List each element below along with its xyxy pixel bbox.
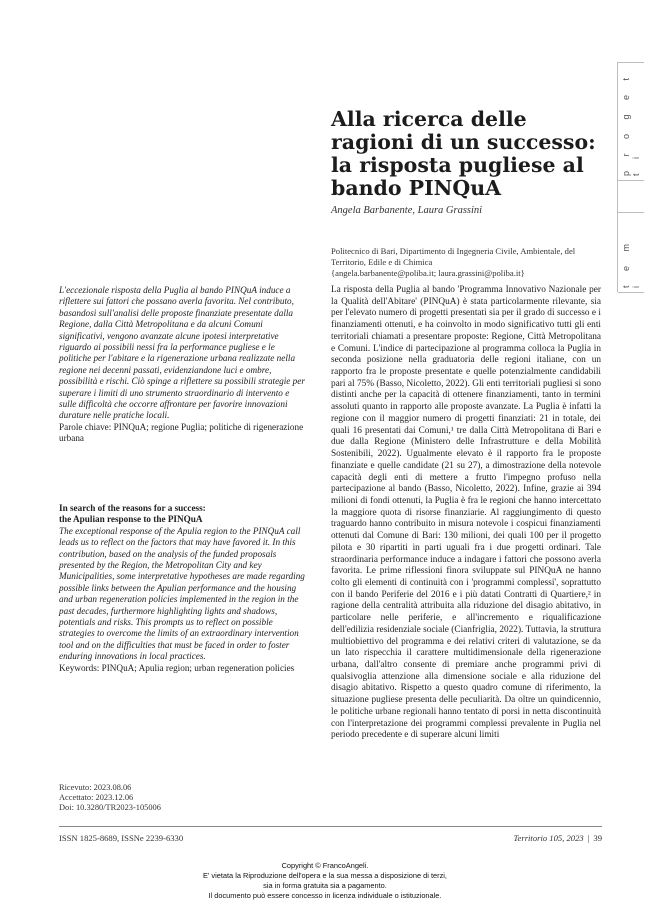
keywords-italian bbox=[59, 422, 308, 445]
abstract-english bbox=[59, 503, 308, 674]
journal-name: Territorio 105, 2023 bbox=[513, 833, 584, 843]
article-title: Alla ricerca delle ragioni di un successo: la risposta pugliese al bando PINQuA bbox=[331, 107, 596, 200]
keywords-english-label: Keywords: bbox=[59, 662, 100, 673]
footer-separator: | bbox=[587, 833, 590, 843]
copyright-line-3: sia in forma gratuita sia a pagamento. bbox=[263, 881, 387, 890]
publication-dates bbox=[59, 783, 161, 812]
section-tab bbox=[617, 62, 644, 292]
copyright-line-1: Copyright © FrancoAngeli. bbox=[281, 861, 369, 870]
keywords-italian-label: Parole chiave: bbox=[59, 421, 112, 432]
author-affiliation bbox=[331, 246, 601, 279]
keywords-english-values: PINQuA; Apulia region; urban regeneration policies bbox=[101, 662, 295, 673]
body-paragraph: La risposta della Puglia al bando 'Programma Innovativo Nazionale per la Qualità dell'Abitare' (PINQuA) è stata particolarmente rilevante, sia per l'elevato numero di progetti presentati sia per il grado di successo e i finanziamenti ottenuti, e ha coinvolto in modo significativo tutti gli enti territoriali chiamati a presentare proposte: Regione, Città Metropolitana e Comuni. L'indice di partecipazione al programma colloca la Puglia in seconda posizione nella graduatoria delle regioni italiane, con un rapporto fra le proposte presentate e quelle potenzialmente candidabili pari al 75% (Basso, Nicoletto, 2022). Gli enti territoriali pugliesi si sono distinti anche per la capacità di ottenere finanziamenti, tanto in termini assoluti quanto in rapporto alle proposte avanzate. La Puglia è infatti la regione con il maggior numero di progetti finanziati: 21 in totale, dei quali 16 presentati dai Comuni,¹ tre dalla Città Metropolitana di Bari e due dalla Regione (Ministero delle Infrastrutture e della Mobilità Sostenibili, 2022). Ugualmente elevato è il rapporto fra le proposte finanziate e quelle candidate (21 su 27), a dimostrazione della notevole capacità degli enti di mettere a frutto l'impegno profuso nella partecipazione al bando (Basso, Nicoletto, 2022). Infine, grazie ai 394 milioni di fondi ottenuti, la Puglia è fra le regioni che hanno intercettato la maggiore quota di risorse finanziarie. Al raggiungimento di questo traguardo hanno contribuito in misura notevole i cospicui finanziamenti ottenuti dal Comune di Bari: 130 milioni, dei quali 100 per il progetto pilota e 30 ripartiti in parti uguali fra i due progetti ordinari. Tale straordinaria performance induce a indagare i fattori che possono averla favorita. Le prime riflessioni finora sviluppate sul PINQuA ne hanno colto gli elementi di continuità con i 'programmi complessi', soprattutto con il bando Periferie del 2016 e i più datati Contratti di Quartiere,² in ragione della centralità attribuita alla riduzione del disagio abitativo, in particolare nelle periferie, e all'incremento e riqualificazione dell'edilizia residenziale sociale (Cianfriglia, 2022). Tuttavia, la struttura multiobiettivo del programma e dei relativi criteri di valutazione, se da un lato rispecchia il carattere multidimensionale della rigenerazione urbana, dall'altro consente di premiare anche programmi privi di qualsivoglia attenzione alla dimensione sociale e alla riduzione del disagio abitativo. Rispetto a questo quadro comune di riferimento, la situazione pugliese presenta delle peculiarità. Da oltre un quindicennio, le politiche urbane regionali hanno tentato di porsi in netta discontinuità con l'interpretazione dei programmi complessi prevalente in Puglia nel periodo precedente e di superare alcuni limiti bbox=[331, 285, 601, 741]
journal-info bbox=[480, 833, 602, 843]
affiliation-institution: Politecnico di Bari, Dipartimento di Ingegneria Civile, Ambientale, del Territorio, Edile e di Chimica bbox=[331, 246, 576, 267]
section-tab-progetti: p r o g e t t i bbox=[621, 71, 641, 176]
date-accepted: Accettato: 2023.12.06 bbox=[59, 792, 134, 802]
article-body bbox=[331, 285, 601, 742]
copyright-line-2: E' vietata la Riproduzione dell'opera e la sua messa a disposizione di terzi, bbox=[203, 871, 447, 880]
abstract-english-heading-2: the Apulian response to the PINQuA bbox=[59, 514, 203, 525]
footer-divider bbox=[59, 826, 602, 827]
issn: ISSN 1825-8689, ISSNe 2239-6330 bbox=[59, 833, 184, 843]
keywords-italian-values: PINQuA; regione Puglia; politiche di rigenerazione urbana bbox=[59, 421, 304, 444]
abstract-english-heading-1: In search of the reasons for a success: bbox=[59, 503, 206, 513]
copyright-line-4: Il documento può essere concesso in licenza individuale o istituzionale. bbox=[208, 891, 442, 900]
abstract-italian-text: L'eccezionale risposta della Puglia al bando PINQuA induce a riflettere sui fattori che possano averla favorita. Nel contributo, basandosi sull'analisi delle proposte finanziate presentate dalla Regione, dalla Città Metropolitana e da alcuni Comuni significativi, vengono avanzate alcune ipotesi interpretative riguardo ai possibili nessi fra la performance pugliese e le politiche per l'abitare e la rigenerazione urbana realizzate nella regione nei decenni passati, evidenziandone luci e ombre, possibilità e rischi. Ciò spinge a riflettere su possibili strategie per superare i limiti di uno strumento straordinario di intervento e sulle difficoltà che occorre affrontare per favorire innovazioni durature nelle pratiche locali. bbox=[59, 285, 305, 421]
section-tab-temi: t e m i bbox=[621, 237, 641, 288]
article-authors: Angela Barbanente, Laura Grassini bbox=[331, 205, 483, 216]
affiliation-emails: {angela.barbanente@poliba.it; laura.grassini@poliba.it} bbox=[331, 268, 525, 278]
page-number: 39 bbox=[593, 833, 602, 843]
abstract-italian bbox=[59, 285, 308, 445]
copyright-notice bbox=[150, 861, 500, 901]
abstract-english-text: The exceptional response of the Apulia region to the PINQuA call leads us to reflect on the factors that may have favored it. In this contribution, based on the analysis of the funded proposals presented by the Region, the Metropolitan City and key Municipalities, some interpretative hypotheses are made regarding possible links between the Apulian performance and the housing and urban regeneration policies implemented in the region in the past decades, furthermore highlighting lights and shadows, potentials and risks. This prompts us to reflect on possible strategies to overcome the limits of an extraordinary intervention tool and on the difficulties that must be faced in order to foster enduring innovations in local practices. bbox=[59, 525, 305, 662]
doi: Doi: 10.3280/TR2023-105006 bbox=[59, 802, 161, 812]
date-received: Ricevuto: 2023.08.06 bbox=[59, 783, 132, 792]
keywords-english bbox=[59, 663, 308, 674]
